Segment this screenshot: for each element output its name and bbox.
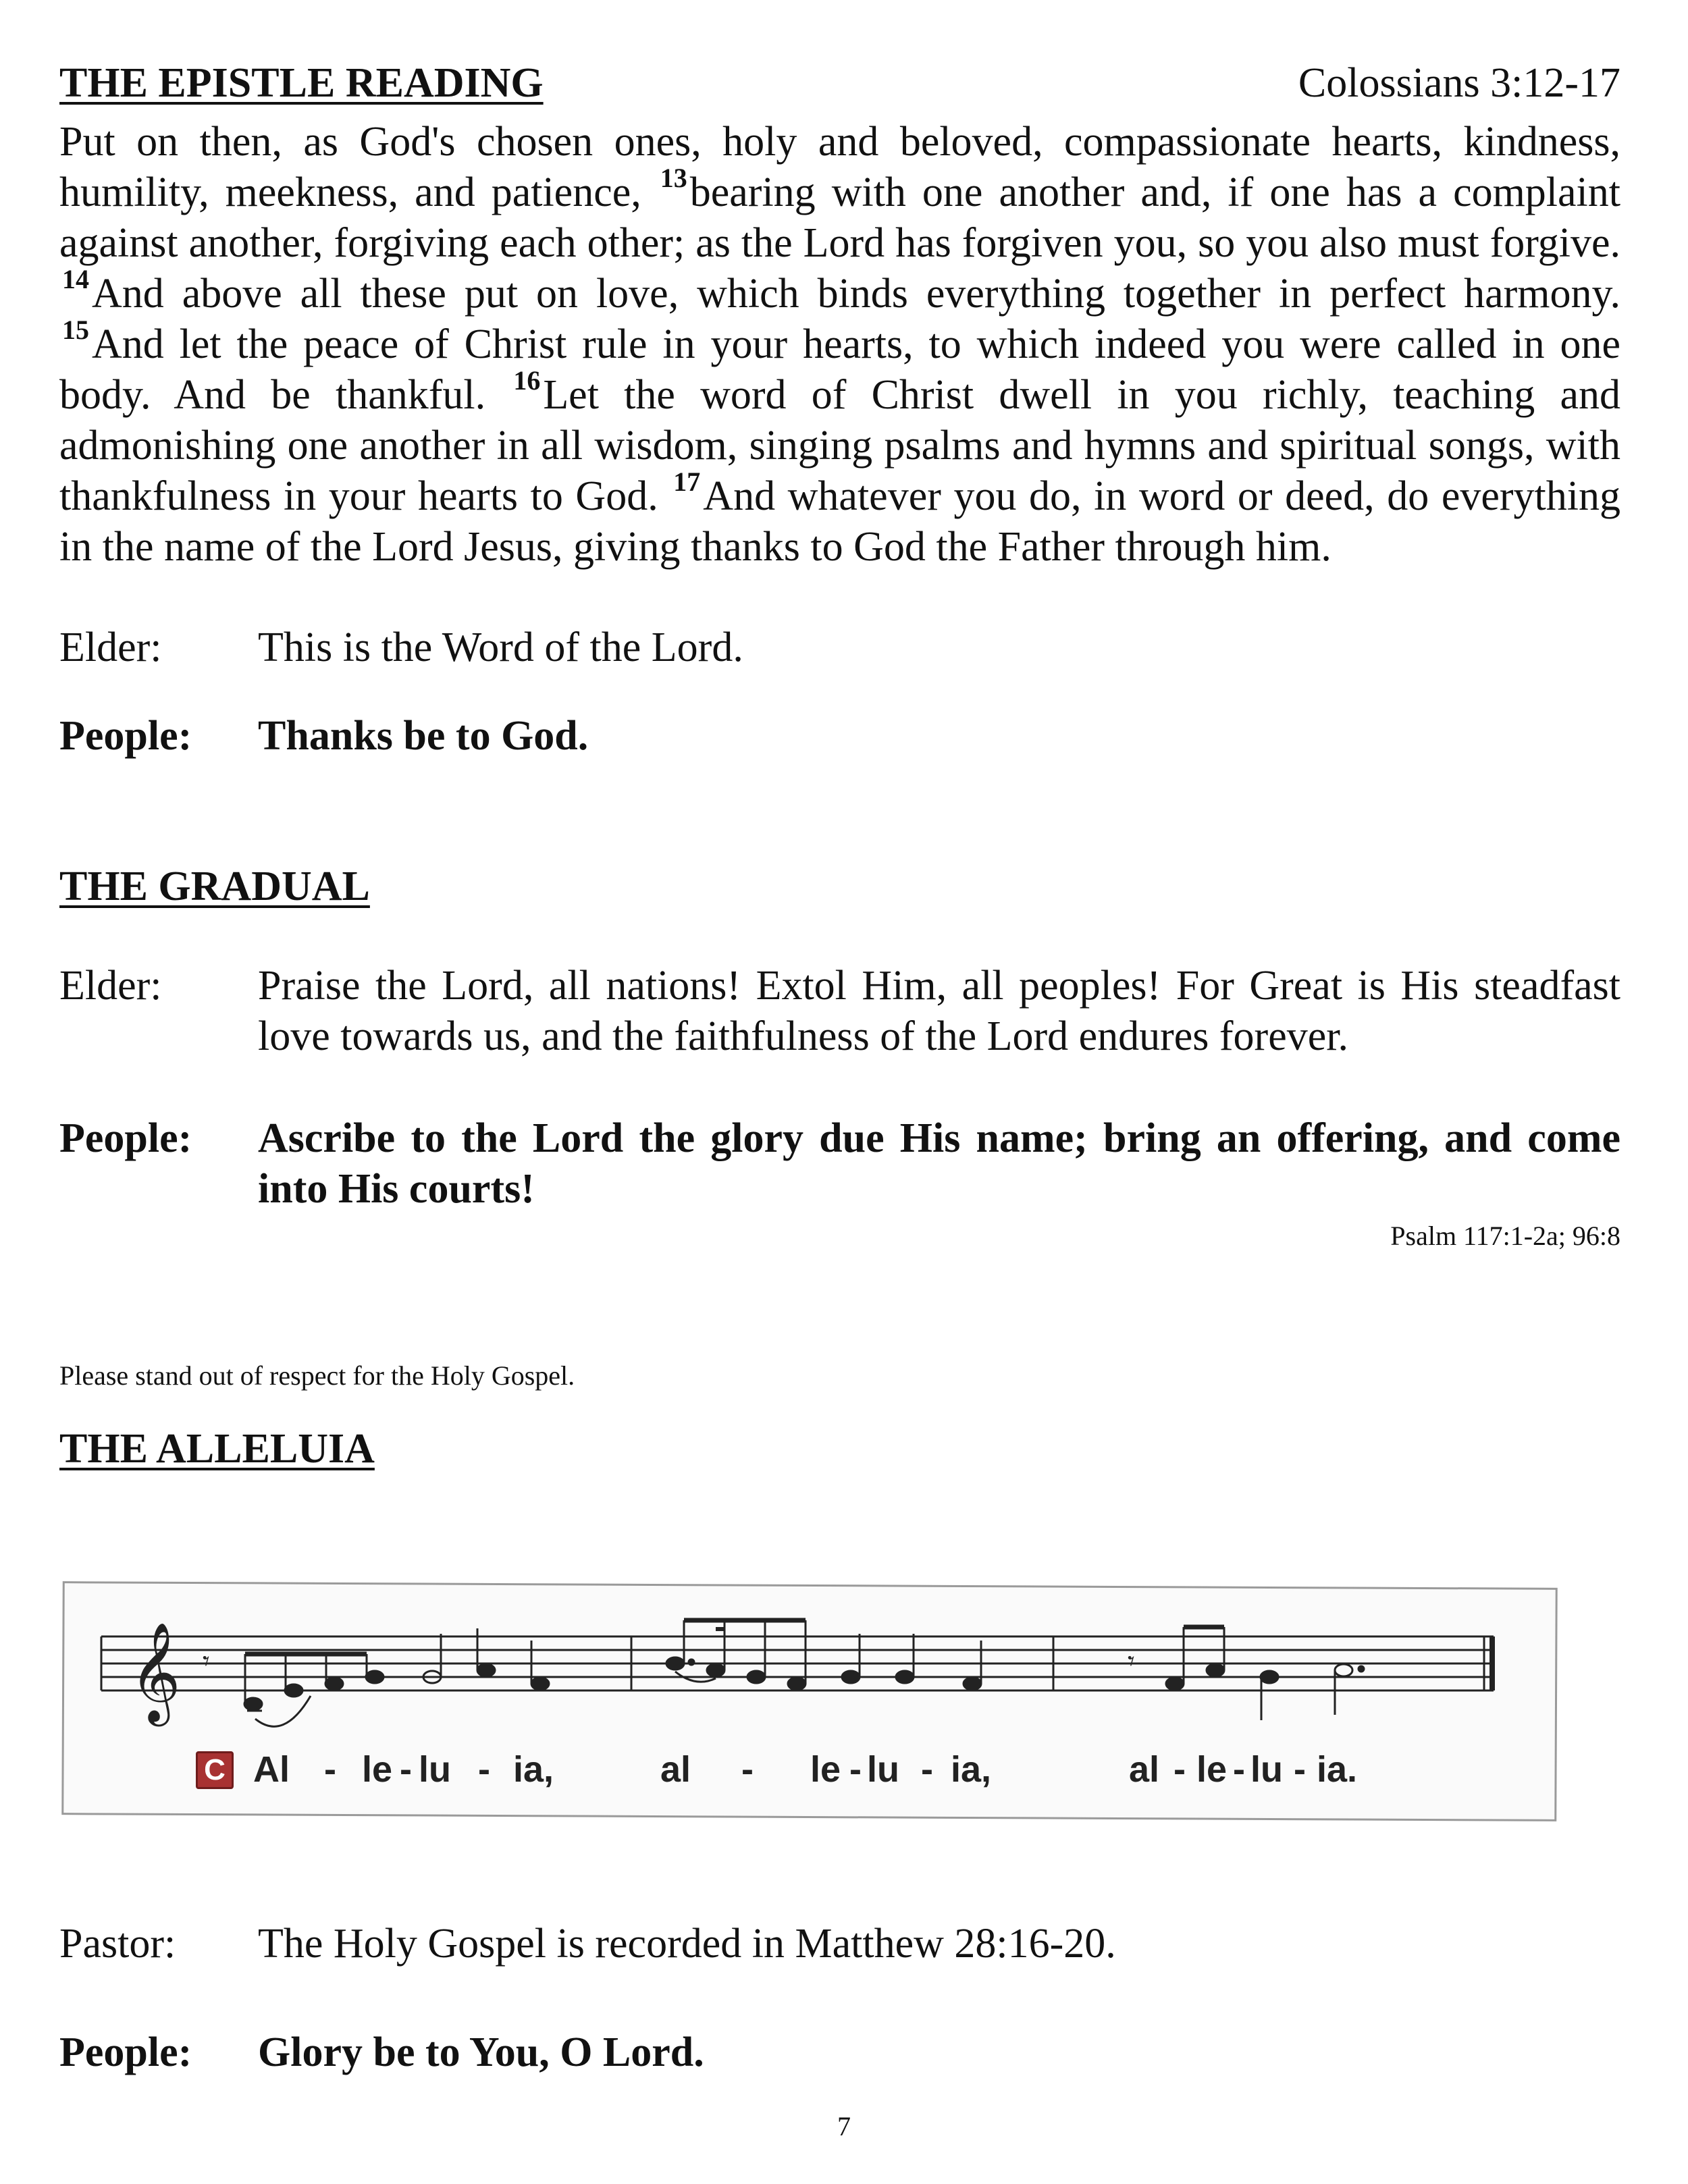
lyric-syllable: lu <box>1250 1749 1283 1790</box>
eighth-rest-icon: 𝄾 <box>1128 1646 1135 1677</box>
note-head <box>366 1671 384 1683</box>
note-head <box>896 1671 914 1683</box>
note-head <box>1207 1664 1224 1676</box>
epistle-reference: Colossians 3:12-17 <box>1298 60 1620 106</box>
epistle-segment: Let the word of Christ dwell in you richly, teaching and admonishing one another in all wisdom, singing psalms and hymns and spiritual songs, with thankfulness in your hearts to God. <box>59 372 1621 519</box>
epistle-segment: And whatever you do, in word or deed, do everything in the name of the Lord Jesus, giving thanks to God the Father through him. <box>59 473 1620 570</box>
lyric-hyphen: - <box>921 1749 933 1790</box>
gradual-heading: THE GRADUAL <box>59 863 370 909</box>
lyric-syllable: le <box>362 1749 393 1790</box>
note-head <box>1335 1664 1352 1676</box>
epistle-heading: THE EPISTLE READING <box>59 60 544 106</box>
note-head <box>285 1684 302 1697</box>
note-head <box>1166 1678 1184 1690</box>
note-head <box>477 1664 495 1676</box>
epistle-segment: bearing with one another and, if one has a complaint against another, forgiving each other; as the Lord has forgiven you, so you also must forgive. <box>59 169 1621 266</box>
lyric-syllable: al <box>1129 1749 1160 1790</box>
lyric-syllable: le <box>810 1749 841 1790</box>
lyric-hyphen: - <box>1233 1749 1245 1790</box>
lyric-hyphen: - <box>849 1749 862 1790</box>
lyric-hyphen: - <box>478 1749 490 1790</box>
elder-label: Elder: <box>59 963 162 1009</box>
lyric-syllable: Al <box>253 1749 290 1790</box>
lyric-hyphen: - <box>1294 1749 1306 1790</box>
note-head <box>788 1678 806 1690</box>
lyric-hyphen: - <box>741 1749 754 1790</box>
note-head <box>842 1671 860 1683</box>
alleluia-heading: THE ALLELUIA <box>59 1426 375 1472</box>
lyric-hyphen: - <box>324 1749 336 1790</box>
note-head <box>1261 1671 1278 1683</box>
note-head <box>531 1678 549 1690</box>
alleluia-lyrics <box>0 1749 1688 1796</box>
note-head <box>747 1671 765 1683</box>
verse-number: 13 <box>660 163 687 193</box>
gradual-citation: Psalm 117:1-2a; 96:8 <box>1390 1221 1620 1251</box>
note-head <box>325 1678 343 1690</box>
eighth-rest-icon: 𝄾 <box>203 1646 210 1677</box>
note-head <box>964 1678 981 1690</box>
lyric-hyphen: - <box>400 1749 412 1790</box>
gospel-pastor-response <box>59 1919 1620 1969</box>
people-text: Thanks be to God. <box>258 713 589 759</box>
gospel-section <box>59 1919 1620 2078</box>
pastor-text: The Holy Gospel is recorded in Matthew 28:16-20. <box>258 1921 1116 1967</box>
lyric-syllable: ia, <box>513 1749 554 1790</box>
epistle-segment: And above all these put on love, which binds everything together in perfect harmony. <box>92 271 1620 317</box>
people-label: People: <box>59 2029 192 2075</box>
verse-number: 14 <box>62 264 89 294</box>
verse-number: 15 <box>62 315 89 345</box>
treble-clef-icon: 𝄞 <box>130 1622 181 1722</box>
verse-number: 16 <box>513 365 541 396</box>
elder-label: Elder: <box>59 624 162 670</box>
elder-text: Praise the Lord, all nations! Extol Him, all peoples! For Great is His steadfast love towards us, and the faithfulness of the Lord endures forever. <box>258 963 1620 1059</box>
gospel-people-response <box>59 2027 1620 2078</box>
people-label: People: <box>59 713 192 759</box>
page-number: 7 <box>837 2111 851 2141</box>
people-text: Glory be to You, O Lord. <box>258 2029 704 2075</box>
lyric-syllable: lu <box>419 1749 451 1790</box>
congregation-badge-icon: C <box>196 1751 234 1789</box>
slur <box>255 1696 311 1726</box>
people-text: Ascribe to the Lord the glory due His name; bring an offering, and come into His courts! <box>258 1115 1620 1212</box>
lyric-syllable: al <box>660 1749 691 1790</box>
elder-text: This is the Word of the Lord. <box>258 624 743 670</box>
lyric-syllable: ia. <box>1317 1749 1358 1790</box>
note-head <box>666 1657 684 1670</box>
lyric-hyphen: - <box>1173 1749 1186 1790</box>
note-head <box>707 1664 724 1676</box>
pastor-label: Pastor: <box>59 1921 176 1967</box>
lyric-syllable: lu <box>867 1749 899 1790</box>
lyric-syllable: le <box>1196 1749 1228 1790</box>
verse-number: 17 <box>673 467 701 497</box>
lyric-syllable: ia, <box>951 1749 992 1790</box>
note-head <box>244 1698 262 1710</box>
epistle-segment: Put on then, as God's chosen ones, holy and beloved, compassionate hearts, kindness, humility, meekness, and patience, <box>59 119 1620 215</box>
stand-instruction: Please stand out of respect for the Holy Gospel. <box>59 1360 575 1391</box>
people-label: People: <box>59 1115 192 1161</box>
epistle-segment: And let the peace of Christ rule in your hearts, to which indeed you were called in one body. And be thankful. <box>59 321 1620 418</box>
